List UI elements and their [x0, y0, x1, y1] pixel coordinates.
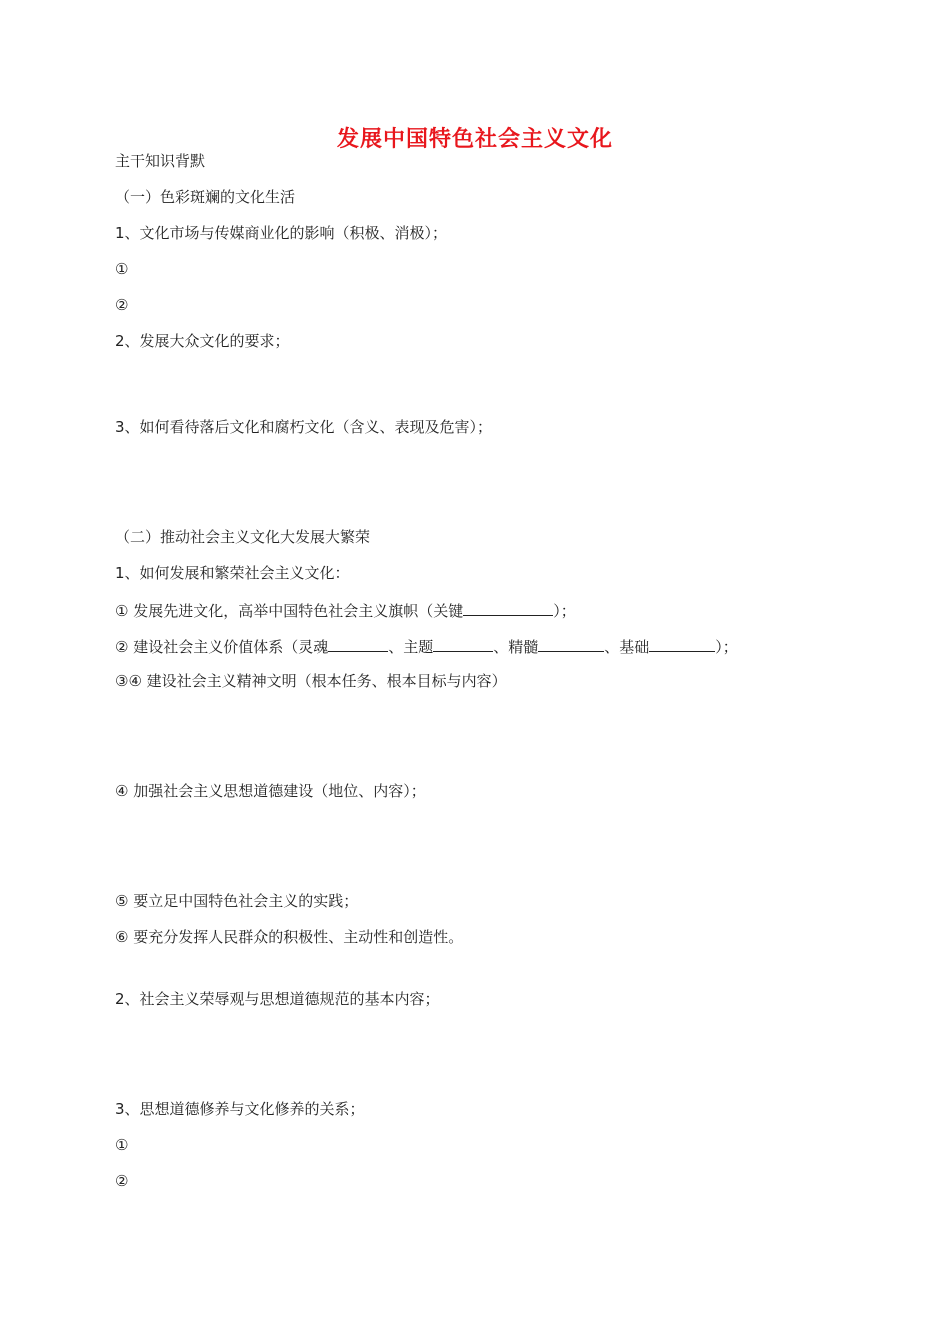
- answer-marker-2: ②: [115, 296, 129, 314]
- section2-question-1: 1、如何发展和繁荣社会主义文化：: [115, 564, 350, 582]
- section1-heading: （一）色彩斑斓的文化生活: [115, 188, 296, 206]
- item-1-text: ① 发展先进文化，高举中国特色社会主义旗帜（关键: [115, 602, 464, 620]
- section2-heading: （二）推动社会主义文化大发展大繁荣: [115, 528, 371, 546]
- item-6: ⑥ 要充分发挥人民群众的积极性、主动性和创造性。: [115, 928, 464, 946]
- section1-question-1: 1、文化市场与传媒商业化的影响（积极、消极）；: [115, 224, 448, 242]
- item-4: ④ 加强社会主义思想道德建设（地位、内容）；: [115, 782, 426, 800]
- blank-theme[interactable]: [433, 635, 493, 652]
- section1-question-2: 2、发展大众文化的要求；: [115, 332, 290, 350]
- section2-question-2: 2、社会主义荣辱观与思想道德规范的基本内容；: [115, 990, 440, 1008]
- item-2-essence-label: 、精髓: [493, 638, 539, 656]
- answer-marker-4: ②: [115, 1172, 129, 1190]
- blank-soul[interactable]: [328, 635, 388, 652]
- answer-marker-3: ①: [115, 1136, 129, 1154]
- answer-marker-1: ①: [115, 260, 129, 278]
- item-2-text: ② 建设社会主义价值体系（灵魂: [115, 638, 329, 656]
- blank-foundation[interactable]: [649, 635, 715, 652]
- item-5: ⑤ 要立足中国特色社会主义的实践；: [115, 892, 359, 910]
- section1-question-3: 3、如何看待落后文化和腐朽文化（含义、表现及危害）；: [115, 418, 493, 436]
- item-1-suffix: ）；: [553, 602, 576, 620]
- item-3: ③④ 建设社会主义精神文明（根本任务、根本目标与内容）: [115, 672, 507, 690]
- item-2-suffix: ）；: [715, 638, 738, 656]
- fill-in-item-2: [115, 635, 738, 657]
- item-2-theme-label: 、主题: [388, 638, 434, 656]
- fill-in-item-1: [115, 599, 576, 621]
- item-2-foundation-label: 、基础: [604, 638, 650, 656]
- page-title: 发展中国特色社会主义文化: [336, 127, 613, 152]
- subtitle: 主干知识背默: [115, 152, 206, 170]
- blank-essence[interactable]: [538, 635, 604, 652]
- blank-key[interactable]: [463, 599, 553, 616]
- section2-question-3: 3、思想道德修养与文化修养的关系；: [115, 1100, 365, 1118]
